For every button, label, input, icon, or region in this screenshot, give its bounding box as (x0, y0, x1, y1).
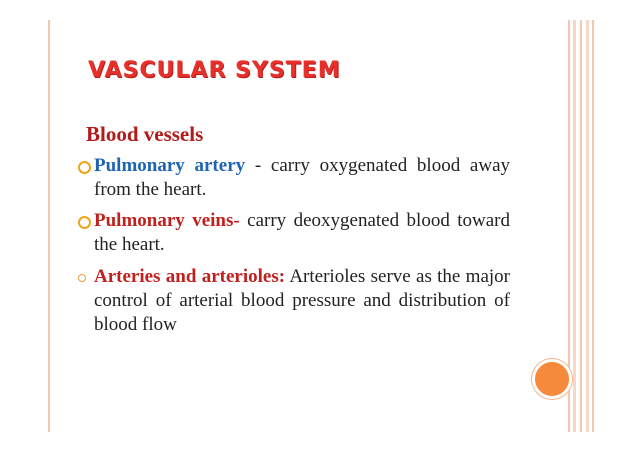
list-item (78, 265, 510, 337)
right-decorative-stripe-3 (580, 20, 582, 432)
decorative-orange-circle (532, 359, 572, 399)
list-item (78, 209, 510, 257)
list-item-term: Arteries and arterioles: (94, 266, 286, 287)
list-item-text: - carry oxygenated blood away from the heart. (94, 155, 510, 200)
list-item-term: Pulmonary artery (94, 155, 246, 176)
slide-subtitle: Blood vessels (86, 122, 204, 146)
right-decorative-stripe-4 (586, 20, 589, 432)
slide-title: VASCULAR SYSTEM (88, 58, 341, 83)
right-decorative-stripe-5 (592, 20, 594, 432)
list-item (78, 154, 510, 202)
right-decorative-stripe-2 (573, 20, 576, 432)
circle-bullet-icon (78, 161, 91, 174)
list-item-text: Arterioles serve as the major control of arterial blood pressure and distribution of blood flow (94, 266, 510, 335)
left-decorative-stripe (48, 20, 50, 432)
circle-bullet-icon (78, 216, 91, 229)
list-item-text: carry deoxygenated blood toward the heart. (94, 210, 511, 255)
circle-bullet-icon (78, 274, 86, 282)
list-item-term: Pulmonary veins- (94, 210, 240, 231)
